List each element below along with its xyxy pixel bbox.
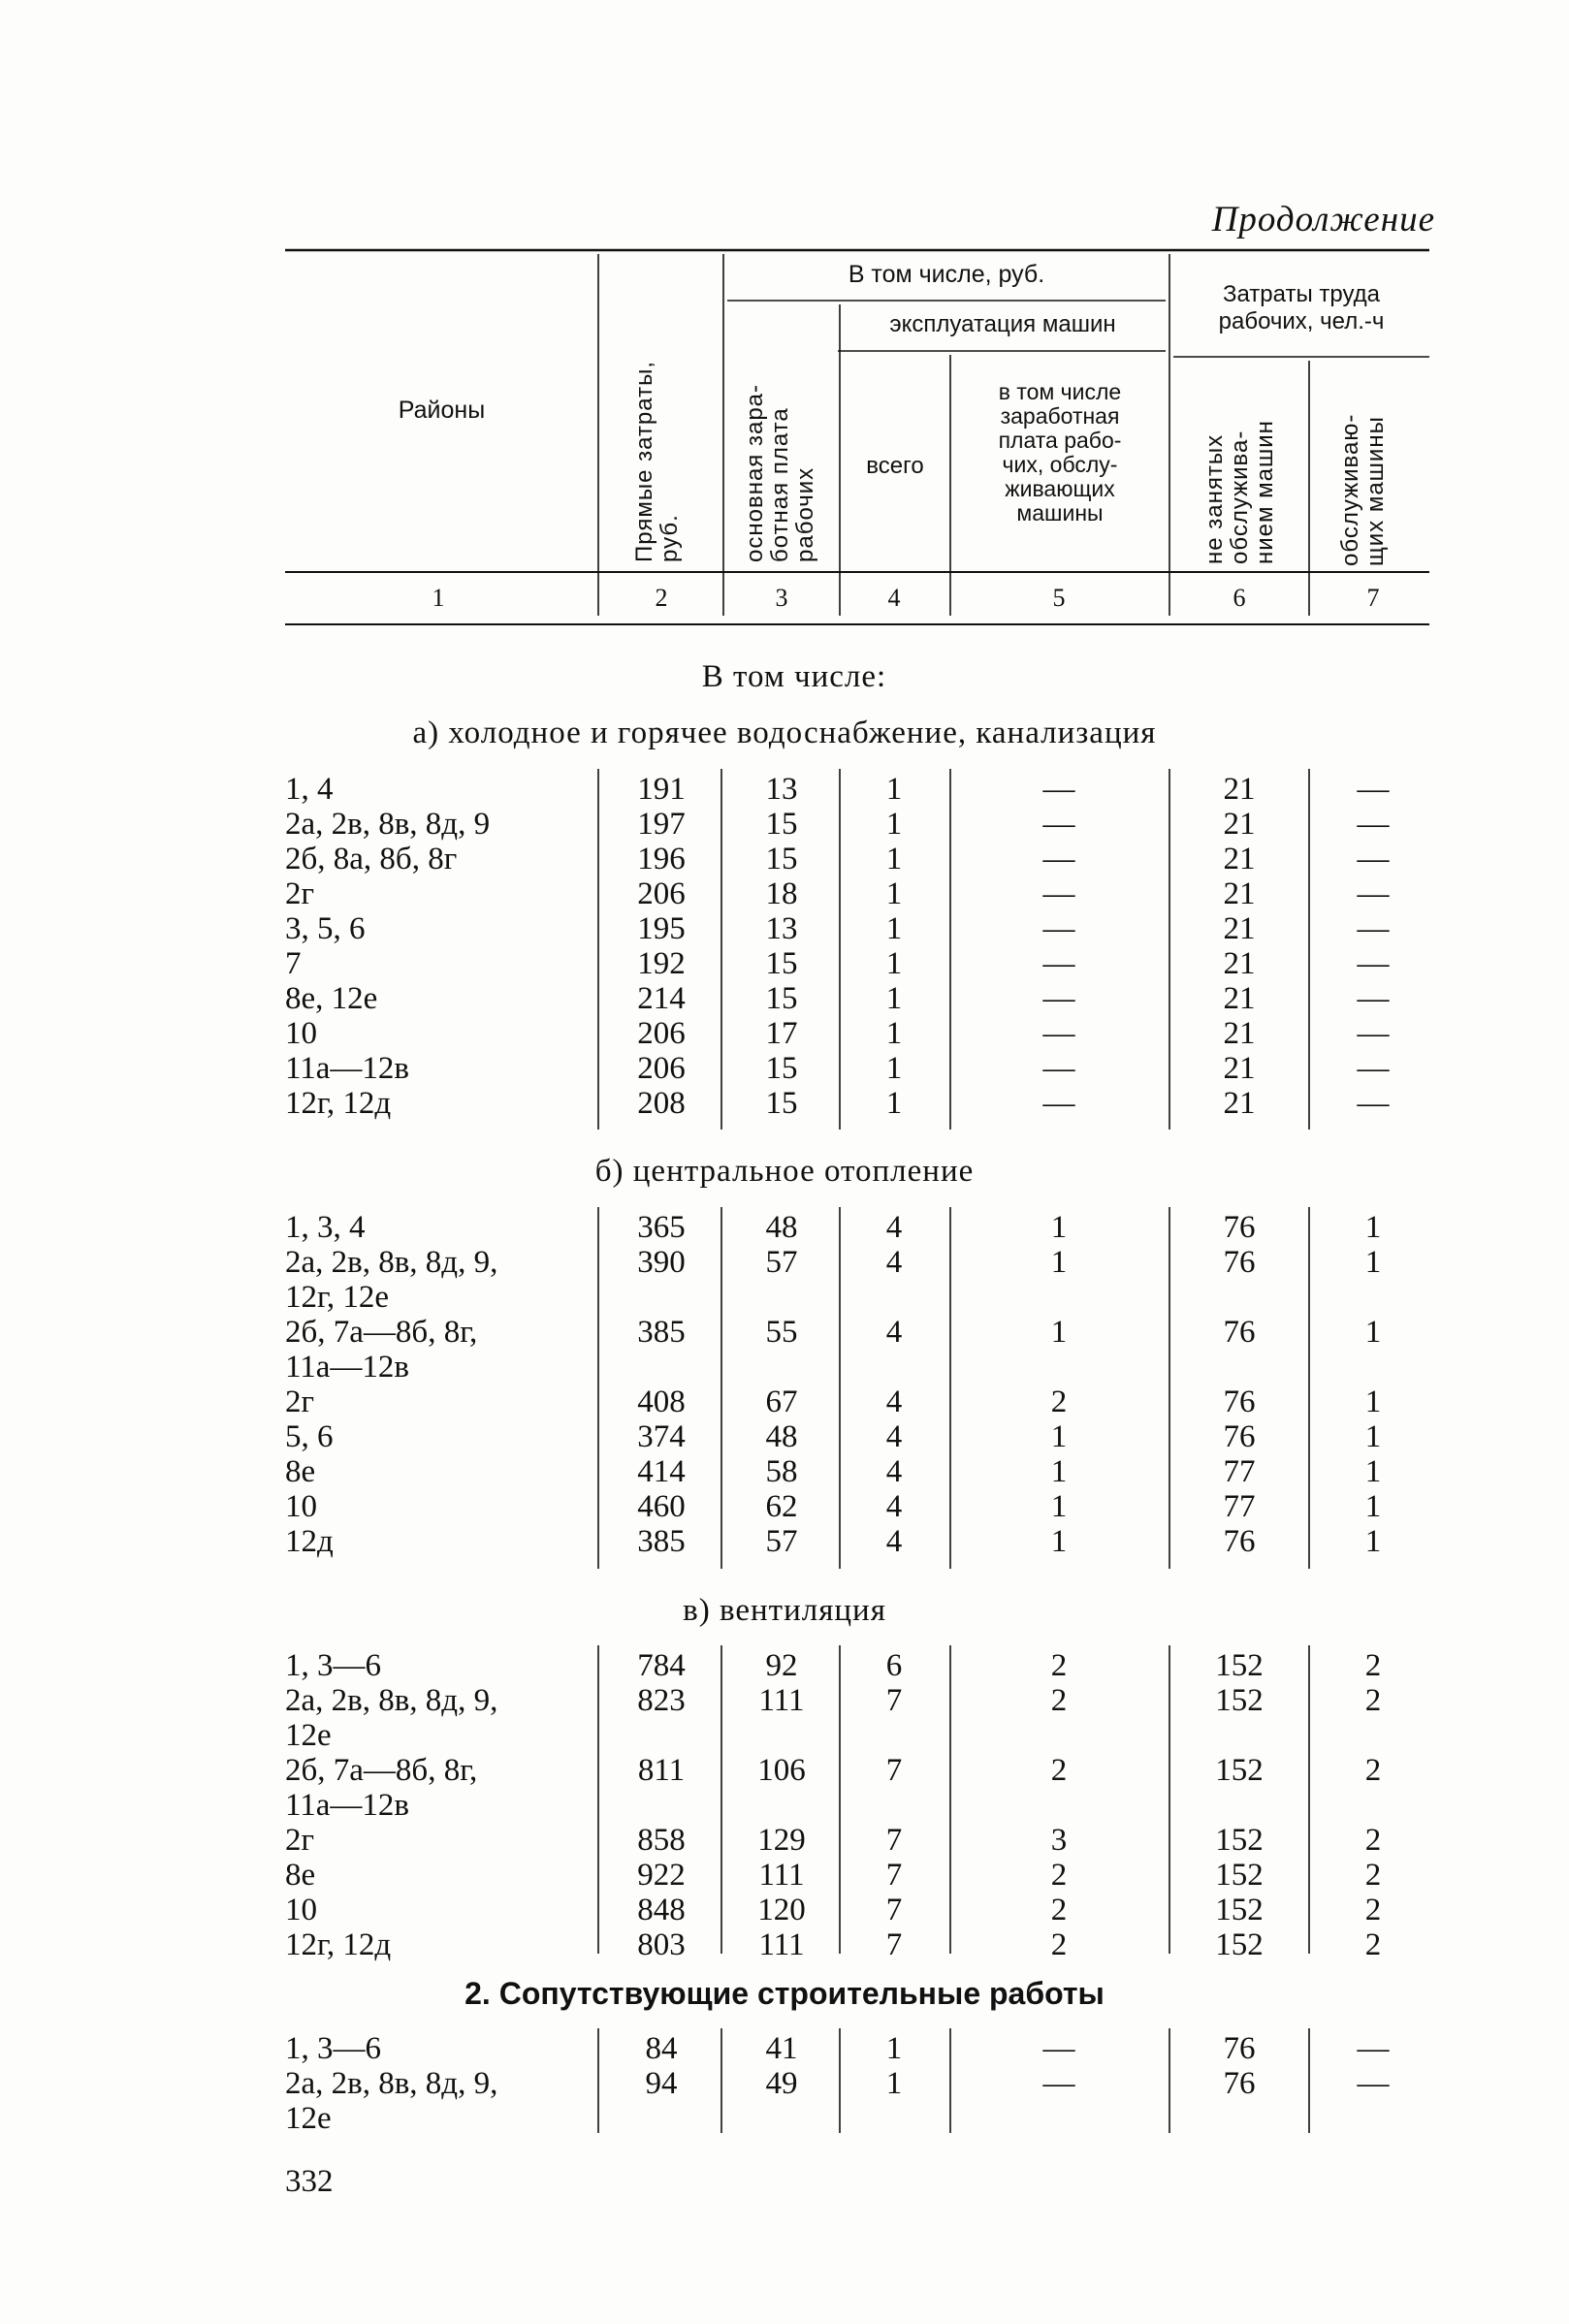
cell-labor-machines: — — [1357, 807, 1390, 842]
cell-region — [285, 1385, 314, 1419]
region-line: 10 — [285, 1016, 317, 1051]
cell-machines-total: 4 — [885, 1524, 903, 1559]
cell-labor-machines: — — [1357, 1051, 1390, 1086]
cell-machine-wages: 2 — [1050, 1648, 1068, 1683]
cell-labor-machines: — — [1357, 946, 1390, 981]
cell-machines-total: 1 — [885, 807, 903, 842]
cell-labor-not-machines: 21 — [1223, 807, 1256, 842]
cell-labor-not-machines: 21 — [1223, 911, 1256, 946]
region-line: 12г, 12е — [285, 1280, 389, 1315]
cell-labor-not-machines: 76 — [1223, 1385, 1256, 1419]
cell-base-wages: 57 — [765, 1524, 798, 1559]
cell-region — [285, 1893, 317, 1927]
cell-machine-wages: — — [1042, 981, 1075, 1016]
region-line: 1, 4 — [285, 772, 334, 807]
region-line: 12г, 12д — [285, 1927, 392, 1962]
cell-region — [285, 1086, 391, 1121]
cell-region — [285, 1858, 315, 1893]
col-number-6: 6 — [1233, 584, 1246, 612]
cell-direct-costs: 784 — [637, 1648, 686, 1683]
cell-labor-not-machines: 152 — [1215, 1683, 1264, 1718]
region-line: 2а, 2в, 8в, 8д, 9, — [285, 1245, 498, 1280]
cell-direct-costs: 848 — [637, 1893, 686, 1927]
cell-machines-total: 4 — [885, 1315, 903, 1350]
cell-labor-machines: — — [1357, 1086, 1390, 1121]
region-line: 12д — [285, 1524, 334, 1559]
header-labor-machines: обслуживаю- щих машины — [1337, 413, 1389, 566]
cell-base-wages: 49 — [765, 2066, 798, 2101]
region-line: 1, 3—6 — [285, 1648, 381, 1683]
cell-base-wages: 15 — [765, 946, 798, 981]
region-line: 7 — [285, 946, 302, 981]
cell-direct-costs: 196 — [637, 842, 686, 876]
cell-machines-total: 1 — [885, 911, 903, 946]
cell-machine-wages: — — [1042, 2066, 1075, 2101]
cell-labor-machines: 2 — [1364, 1893, 1382, 1927]
region-line: 12е — [285, 2101, 332, 2136]
cell-machines-total: 1 — [885, 1016, 903, 1051]
cell-base-wages: 15 — [765, 1086, 798, 1121]
cell-machine-wages: 2 — [1050, 1893, 1068, 1927]
region-line: 2г — [285, 1823, 315, 1858]
cell-labor-machines: 1 — [1364, 1245, 1382, 1280]
cell-base-wages: 111 — [758, 1858, 805, 1893]
cell-labor-not-machines: 76 — [1223, 1419, 1256, 1454]
cell-labor-machines: 1 — [1364, 1315, 1382, 1350]
section-title: в) вентиляция — [683, 1593, 886, 1628]
section-title: а) холодное и горячее водоснабжение, канализация — [412, 716, 1157, 750]
cell-labor-machines: — — [1357, 772, 1390, 807]
cell-labor-not-machines: 76 — [1223, 2031, 1256, 2066]
cell-labor-not-machines: 152 — [1215, 1648, 1264, 1683]
cell-machines-total: 1 — [885, 842, 903, 876]
cell-labor-not-machines: 152 — [1215, 1823, 1264, 1858]
cell-machines-total: 1 — [885, 772, 903, 807]
cell-region — [285, 981, 377, 1016]
cell-machine-wages: — — [1042, 946, 1075, 981]
cell-region — [285, 1683, 497, 1753]
cell-region — [285, 1245, 497, 1315]
cell-region — [285, 876, 314, 911]
cell-labor-machines: — — [1357, 876, 1390, 911]
cell-machine-wages: — — [1042, 807, 1075, 842]
section-title: б) центральное отопление — [594, 1154, 975, 1189]
region-line: 11а—12в — [285, 1788, 410, 1823]
cell-region — [285, 1648, 381, 1683]
cell-direct-costs: 195 — [637, 911, 686, 946]
page-number: 332 — [285, 2164, 334, 2199]
cell-labor-not-machines: 21 — [1223, 946, 1256, 981]
cell-base-wages: 15 — [765, 842, 798, 876]
cell-region — [285, 1753, 477, 1823]
cell-machines-total: 7 — [885, 1823, 903, 1858]
region-line: 12е — [285, 1718, 332, 1753]
header-total: всего — [866, 453, 924, 479]
region-line: 11а—12в — [285, 1350, 410, 1385]
cell-machines-total: 1 — [885, 1051, 903, 1086]
cell-machines-total: 7 — [885, 1858, 903, 1893]
cell-direct-costs: 811 — [637, 1753, 686, 1788]
cell-base-wages: 129 — [757, 1823, 806, 1858]
cell-labor-not-machines: 152 — [1215, 1927, 1264, 1962]
cell-region — [285, 2031, 381, 2066]
cell-labor-machines: 1 — [1364, 1385, 1382, 1419]
cell-labor-machines: — — [1357, 1016, 1390, 1051]
cell-machine-wages: — — [1042, 842, 1075, 876]
cell-machines-total: 7 — [885, 1683, 903, 1718]
col-number-1: 1 — [432, 584, 445, 612]
cell-region — [285, 1210, 366, 1245]
region-line: 11а—12в — [285, 1051, 410, 1086]
cell-direct-costs: 385 — [637, 1315, 686, 1350]
cell-labor-machines: 1 — [1364, 1524, 1382, 1559]
cell-base-wages: 18 — [765, 876, 798, 911]
cell-machines-total: 4 — [885, 1489, 903, 1524]
cell-labor-not-machines: 21 — [1223, 772, 1256, 807]
cell-labor-machines: 2 — [1364, 1648, 1382, 1683]
cell-labor-machines: — — [1357, 911, 1390, 946]
cell-machine-wages: 3 — [1050, 1823, 1068, 1858]
cell-machines-total: 4 — [885, 1245, 903, 1280]
cell-machine-wages: 1 — [1050, 1419, 1068, 1454]
cell-machine-wages: — — [1042, 876, 1075, 911]
cell-machine-wages: 1 — [1050, 1315, 1068, 1350]
cell-labor-machines: 2 — [1364, 1753, 1382, 1788]
col-number-2: 2 — [655, 584, 668, 612]
section-title: 2. Сопутствующие строительные работы — [464, 1976, 1105, 2011]
header-machine-wages: в том числе заработная плата рабо- чих, обслу- живающих машины — [998, 379, 1122, 525]
cell-region — [285, 1489, 317, 1524]
cell-machine-wages: 1 — [1050, 1454, 1068, 1489]
cell-base-wages: 58 — [765, 1454, 798, 1489]
cell-direct-costs: 408 — [637, 1385, 686, 1419]
col-number-5: 5 — [1052, 584, 1066, 612]
cell-labor-machines: 1 — [1364, 1489, 1382, 1524]
cell-base-wages: 62 — [765, 1489, 798, 1524]
cell-machines-total: 1 — [885, 981, 903, 1016]
cell-region — [285, 1419, 334, 1454]
cell-direct-costs: 214 — [637, 981, 686, 1016]
cell-base-wages: 111 — [758, 1683, 805, 1718]
cell-direct-costs: 922 — [637, 1858, 686, 1893]
cell-labor-machines: — — [1357, 2031, 1390, 2066]
cell-base-wages: 67 — [765, 1385, 798, 1419]
cell-region — [285, 807, 490, 842]
cell-direct-costs: 206 — [637, 1016, 686, 1051]
cell-region — [285, 911, 366, 946]
cell-direct-costs: 365 — [637, 1210, 686, 1245]
region-line: 8е — [285, 1858, 316, 1893]
incl-label: В том числе: — [701, 659, 887, 694]
cell-labor-not-machines: 76 — [1223, 1315, 1256, 1350]
cell-labor-not-machines: 152 — [1215, 1753, 1264, 1788]
region-line: 2г — [285, 876, 315, 911]
cell-labor-machines: 1 — [1364, 1454, 1382, 1489]
cell-machines-total: 1 — [885, 2066, 903, 2101]
cell-machines-total: 4 — [885, 1210, 903, 1245]
cell-base-wages: 106 — [757, 1753, 806, 1788]
cell-region — [285, 1927, 391, 1962]
cell-region — [285, 2066, 497, 2136]
header-labor-group: Затраты труда рабочих, чел.-ч — [1218, 281, 1385, 334]
region-line: 2б, 7а—8б, 8г, — [285, 1315, 478, 1350]
cell-machines-total: 7 — [885, 1893, 903, 1927]
cell-base-wages: 15 — [765, 981, 798, 1016]
cell-direct-costs: 206 — [637, 876, 686, 911]
cell-direct-costs: 414 — [637, 1454, 686, 1489]
region-line: 1, 3, 4 — [285, 1210, 366, 1245]
cell-direct-costs: 385 — [637, 1524, 686, 1559]
cell-direct-costs: 191 — [637, 772, 686, 807]
cell-base-wages: 48 — [765, 1419, 798, 1454]
cell-labor-not-machines: 76 — [1223, 1524, 1256, 1559]
cell-base-wages: 41 — [765, 2031, 798, 2066]
cell-region — [285, 1524, 334, 1559]
region-line: 5, 6 — [285, 1419, 334, 1454]
cell-labor-not-machines: 21 — [1223, 1051, 1256, 1086]
cell-region — [285, 1454, 315, 1489]
region-line: 1, 3—6 — [285, 2031, 381, 2066]
cell-labor-not-machines: 152 — [1215, 1893, 1264, 1927]
cell-machine-wages: 1 — [1050, 1210, 1068, 1245]
region-line: 2а, 2в, 8в, 8д, 9 — [285, 807, 491, 842]
cell-machines-total: 6 — [885, 1648, 903, 1683]
cell-direct-costs: 208 — [637, 1086, 686, 1121]
cell-labor-machines: 1 — [1364, 1210, 1382, 1245]
cell-machine-wages: 2 — [1050, 1753, 1068, 1788]
cell-region — [285, 772, 334, 807]
header-base-wages: основная зара- ботная плата рабочих — [742, 383, 818, 562]
cell-machines-total: 7 — [885, 1753, 903, 1788]
cell-region — [285, 1051, 409, 1086]
cell-base-wages: 120 — [757, 1893, 806, 1927]
header-regions: Районы — [398, 397, 486, 424]
col-number-7: 7 — [1366, 584, 1380, 612]
continuation-label: Продолжение — [1211, 200, 1435, 239]
cell-direct-costs: 94 — [645, 2066, 678, 2101]
cell-labor-not-machines: 21 — [1223, 1016, 1256, 1051]
region-line: 2г — [285, 1385, 315, 1419]
region-line: 2а, 2в, 8в, 8д, 9, — [285, 2066, 498, 2101]
cell-base-wages: 17 — [765, 1016, 798, 1051]
cell-base-wages: 13 — [765, 911, 798, 946]
header-direct-costs: Прямые затраты, руб. — [631, 361, 683, 562]
cell-machine-wages: — — [1042, 2031, 1075, 2066]
cell-direct-costs: 197 — [637, 807, 686, 842]
cell-machine-wages: — — [1042, 772, 1075, 807]
cell-machine-wages: — — [1042, 1051, 1075, 1086]
region-line: 2б, 8а, 8б, 8г — [285, 842, 458, 876]
cell-labor-not-machines: 77 — [1223, 1454, 1256, 1489]
cell-base-wages: 92 — [765, 1648, 798, 1683]
region-line: 2а, 2в, 8в, 8д, 9, — [285, 1683, 498, 1718]
cell-machines-total: 1 — [885, 1086, 903, 1121]
cell-base-wages: 111 — [758, 1927, 805, 1962]
cell-region — [285, 1016, 317, 1051]
cell-labor-not-machines: 21 — [1223, 1086, 1256, 1121]
region-line: 2б, 7а—8б, 8г, — [285, 1753, 478, 1788]
cell-labor-machines: — — [1357, 981, 1390, 1016]
cell-direct-costs: 390 — [637, 1245, 686, 1280]
cell-region — [285, 1823, 314, 1858]
cell-machine-wages: 2 — [1050, 1858, 1068, 1893]
cell-machines-total: 1 — [885, 946, 903, 981]
cell-machine-wages: 2 — [1050, 1927, 1068, 1962]
region-line: 3, 5, 6 — [285, 911, 366, 946]
cell-machine-wages: 1 — [1050, 1524, 1068, 1559]
cell-direct-costs: 803 — [637, 1927, 686, 1962]
region-line: 8е — [285, 1454, 316, 1489]
cell-direct-costs: 374 — [637, 1419, 686, 1454]
cell-region — [285, 842, 457, 876]
cell-machines-total: 1 — [885, 876, 903, 911]
cell-labor-machines: — — [1357, 842, 1390, 876]
cell-labor-not-machines: 77 — [1223, 1489, 1256, 1524]
cell-labor-not-machines: 76 — [1223, 2066, 1256, 2101]
cell-labor-machines: 2 — [1364, 1927, 1382, 1962]
cell-base-wages: 57 — [765, 1245, 798, 1280]
cell-labor-not-machines: 76 — [1223, 1210, 1256, 1245]
cell-labor-not-machines: 21 — [1223, 981, 1256, 1016]
cell-base-wages: 48 — [765, 1210, 798, 1245]
cell-machines-total: 1 — [885, 2031, 903, 2066]
cell-labor-machines: 2 — [1364, 1683, 1382, 1718]
cell-machine-wages: 2 — [1050, 1683, 1068, 1718]
col-number-3: 3 — [775, 584, 788, 612]
cell-direct-costs: 192 — [637, 946, 686, 981]
cell-labor-machines: 2 — [1364, 1823, 1382, 1858]
cell-machines-total: 4 — [885, 1385, 903, 1419]
cell-machine-wages: 1 — [1050, 1245, 1068, 1280]
cell-base-wages: 15 — [765, 807, 798, 842]
cell-base-wages: 55 — [765, 1315, 798, 1350]
region-line: 10 — [285, 1489, 317, 1524]
cell-machine-wages: — — [1042, 1016, 1075, 1051]
cell-labor-machines: 1 — [1364, 1419, 1382, 1454]
cell-machine-wages: 2 — [1050, 1385, 1068, 1419]
cell-labor-not-machines: 152 — [1215, 1858, 1264, 1893]
header-incl-group: В том числе, руб. — [848, 261, 1045, 288]
cell-machines-total: 4 — [885, 1419, 903, 1454]
cell-labor-machines: — — [1357, 2066, 1390, 2101]
cell-direct-costs: 84 — [645, 2031, 678, 2066]
cell-labor-machines: 2 — [1364, 1858, 1382, 1893]
cell-base-wages: 13 — [765, 772, 798, 807]
cell-region — [285, 1315, 477, 1385]
header-labor-not-machines: не занятых обслужива- нием машин — [1201, 420, 1278, 564]
cell-machine-wages: — — [1042, 1086, 1075, 1121]
cell-labor-not-machines: 21 — [1223, 876, 1256, 911]
cell-direct-costs: 206 — [637, 1051, 686, 1086]
cell-direct-costs: 460 — [637, 1489, 686, 1524]
col-number-4: 4 — [887, 584, 901, 612]
cell-labor-not-machines: 21 — [1223, 842, 1256, 876]
cell-direct-costs: 823 — [637, 1683, 686, 1718]
cell-region — [285, 946, 302, 981]
region-line: 8е, 12е — [285, 981, 378, 1016]
cell-machines-total: 7 — [885, 1927, 903, 1962]
cell-labor-not-machines: 76 — [1223, 1245, 1256, 1280]
header-machines-group: эксплуатация машин — [889, 311, 1116, 337]
region-line: 12г, 12д — [285, 1086, 392, 1121]
cell-base-wages: 15 — [765, 1051, 798, 1086]
cell-machine-wages: — — [1042, 911, 1075, 946]
cell-machines-total: 4 — [885, 1454, 903, 1489]
region-line: 10 — [285, 1893, 317, 1927]
cell-direct-costs: 858 — [637, 1823, 686, 1858]
cell-machine-wages: 1 — [1050, 1489, 1068, 1524]
